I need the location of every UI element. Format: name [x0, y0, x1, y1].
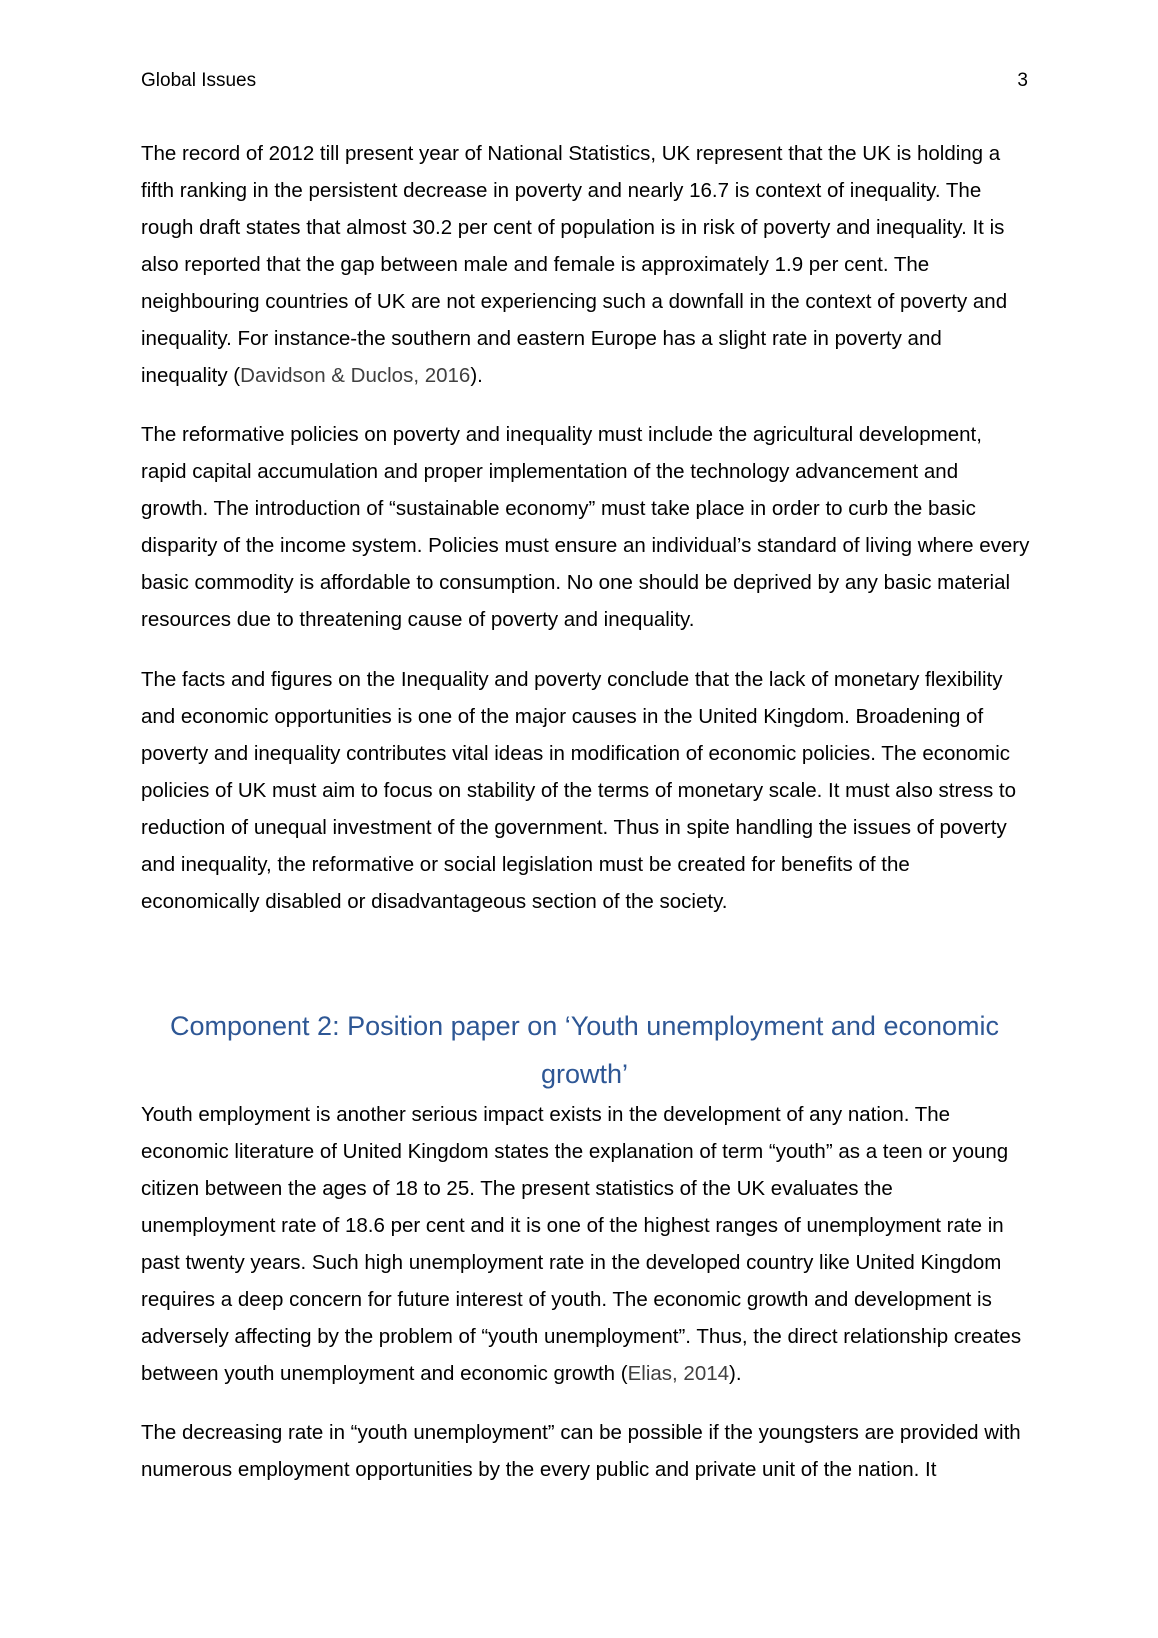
- paragraph-text: The record of 2012 till present year of National Statistics, UK represent that the UK is holding a fifth ranking in the persistent decrease in poverty and nearly 16.7 is context of inequality. The rough draft states that almost 30.2 per cent of population is in risk of poverty and inequality. It is also reported that the gap between male and female is approximately 1.9 per cent. The neighbouring countries of UK are not experiencing such a downfall in the context of poverty and inequality. For instance-the southern and eastern Europe has a slight rate in poverty and inequality (: [141, 142, 1008, 387]
- section-heading: Component 2: Position paper on ‘Youth unemployment and economic growth’: [169, 1011, 1000, 1089]
- paragraph-text: The facts and figures on the Inequality and poverty conclude that the lack of monetary flexibility and economic opportunities is one of the major causes in the United Kingdom. Broadening of poverty and inequality contributes vital ideas in modification of economic policies. The economic policies of UK must aim to focus on stability of the terms of monetary scale. It must also stress to reduction of unequal investment of the government. Thus in spite handling the issues of poverty and inequality, the reformative or social legislation must be created for benefits of the economically disabled or disadvantageous section of the society.: [141, 668, 1017, 913]
- citation-elias: Elias, 2014: [627, 1362, 730, 1385]
- paragraph-tail: ).: [729, 1362, 742, 1385]
- page-header: [141, 70, 1028, 96]
- paragraph-text: The decreasing rate in “youth unemployment” can be possible if the youngsters are provided with numerous employment opportunities by the every public and private unit of the nation. It: [141, 1421, 1021, 1481]
- paragraph-decreasing-rate: [141, 1414, 1031, 1488]
- paragraph-facts-figures: [141, 661, 1031, 920]
- paragraph-youth-employment: [141, 1096, 1031, 1392]
- paragraph-poverty-statistics: [141, 135, 1031, 394]
- page-number: 3: [1017, 70, 1028, 91]
- paragraph-tail: ).: [470, 364, 483, 387]
- citation-davidson-duclos: Davidson & Duclos, 2016: [240, 364, 471, 387]
- running-title: Global Issues: [141, 70, 257, 91]
- paragraph-reformative-policies: [141, 416, 1031, 638]
- paragraph-text: The reformative policies on poverty and inequality must include the agricultural development, rapid capital accumulation and proper implementation of the technology advancement and growth. The introduction of “sustainable economy” must take place in order to curb the basic disparity of the income system. Policies must ensure an individual’s standard of living where every basic commodity is affordable to consumption. No one should be deprived by any basic material resources due to threatening cause of poverty and inequality.: [141, 423, 1030, 631]
- paragraph-text: Youth employment is another serious impact exists in the development of any nation. The economic literature of United Kingdom states the explanation of term “youth” as a teen or young citizen between the ages of 18 to 25. The present statistics of the UK evaluates the unemployment rate of 18.6 per cent and it is one of the highest ranges of unemployment rate in past twenty years. Such high unemployment rate in the developed country like United Kingdom requires a deep concern for future interest of youth. The economic growth and development is adversely affecting by the problem of “youth unemployment”. Thus, the direct relationship creates between youth unemployment and economic growth (: [141, 1103, 1022, 1385]
